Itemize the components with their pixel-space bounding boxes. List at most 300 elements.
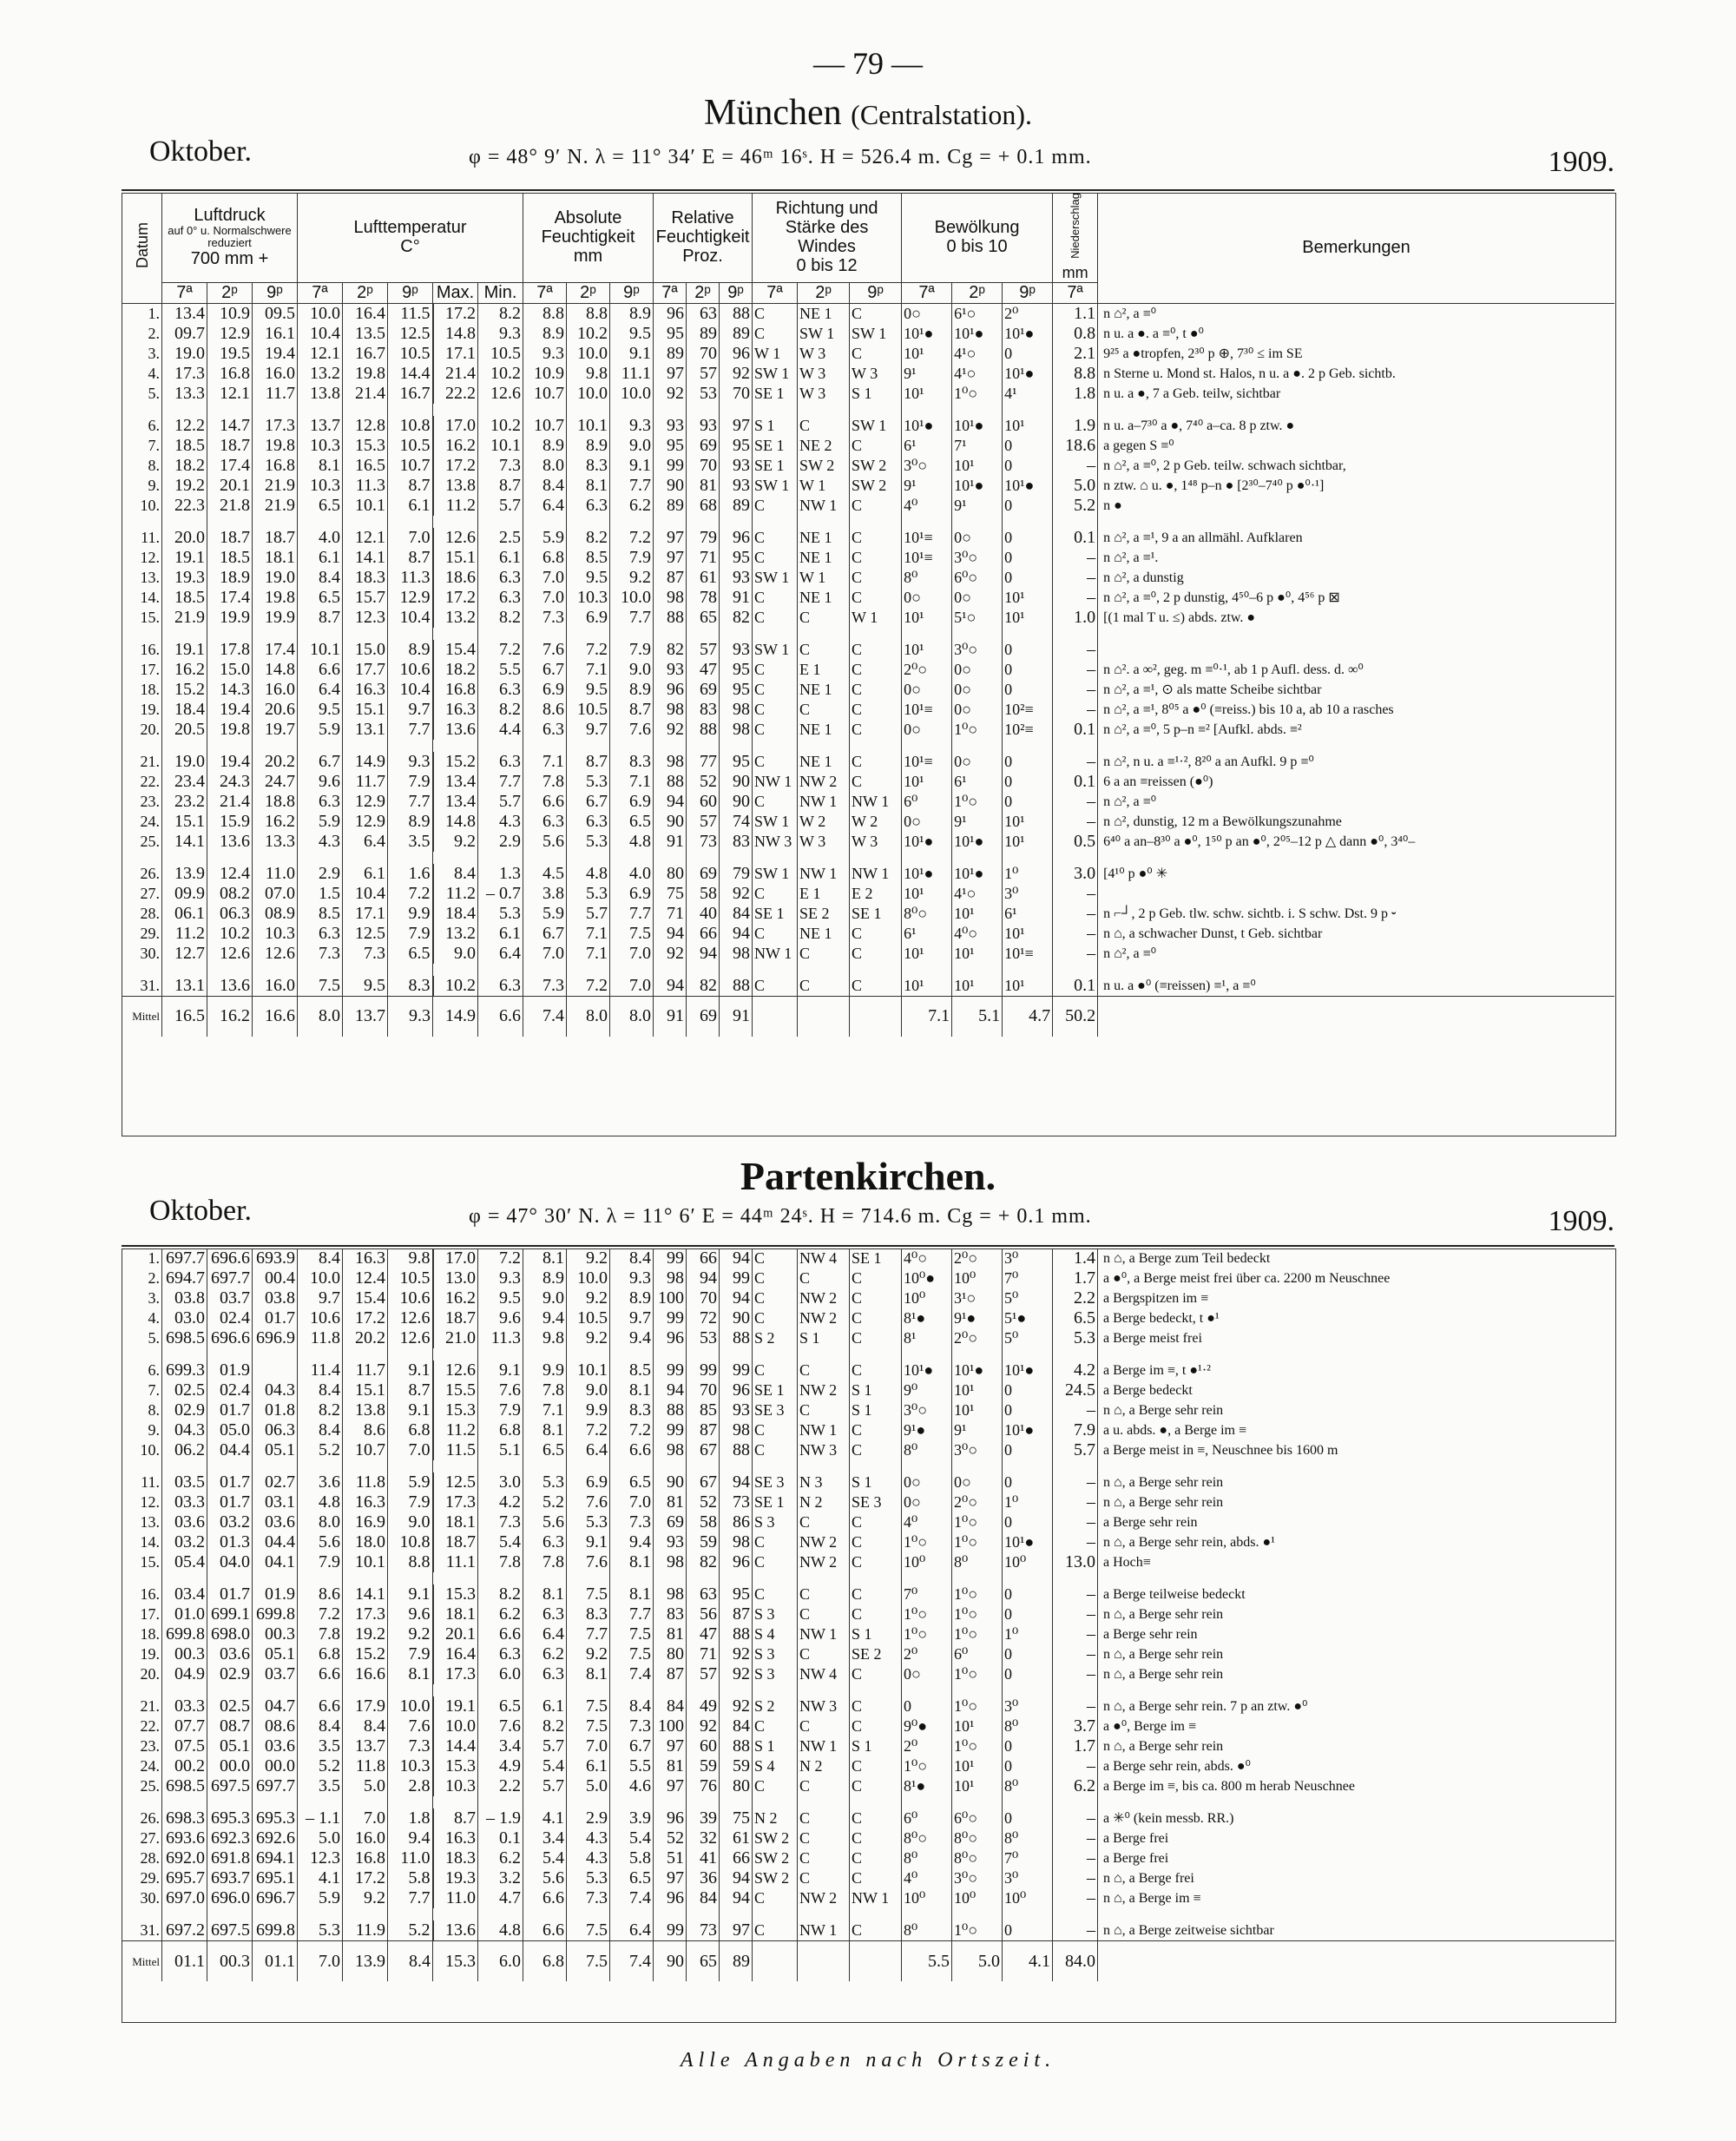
rel-humidity-cell: 66 bbox=[720, 1848, 753, 1868]
temperature-cell: 6.1 bbox=[388, 496, 433, 516]
pressure-cell: 04.3 bbox=[253, 1380, 298, 1400]
wind-cell: C bbox=[850, 1288, 902, 1308]
temperature-cell: 7.9 bbox=[478, 1400, 523, 1420]
wind-cell: NW 1 bbox=[798, 792, 850, 812]
rel-humidity-cell: 99 bbox=[720, 1360, 753, 1380]
temperature-cell: 9.6 bbox=[478, 1308, 523, 1328]
temperature-cell: 6.1 bbox=[343, 864, 388, 884]
temperature-cell: 7.9 bbox=[388, 924, 433, 944]
abs-humidity-cell: 7.2 bbox=[610, 1420, 654, 1440]
remarks-cell: a Berge bedeckt, t ●¹ bbox=[1098, 1308, 1615, 1328]
pressure-cell: 696.6 bbox=[207, 1248, 253, 1268]
wind-cell: W 3 bbox=[850, 832, 902, 852]
mean-cloud: 5.5 bbox=[902, 1941, 952, 1982]
wind-cell: SE 1 bbox=[753, 1380, 798, 1400]
pressure-cell: 01.7 bbox=[207, 1584, 253, 1604]
wind-cell: NW 2 bbox=[798, 1380, 850, 1400]
station-title-muenchen bbox=[0, 92, 1736, 134]
cloud-cell: 0 bbox=[1003, 752, 1053, 772]
cloud-cell: 0○ bbox=[952, 680, 1003, 700]
cloud-cell: 10¹ bbox=[952, 456, 1003, 476]
wind-cell: C bbox=[753, 1552, 798, 1572]
wind-cell: NW 2 bbox=[798, 1888, 850, 1908]
divider bbox=[122, 1245, 1614, 1247]
pressure-cell: 699.8 bbox=[162, 1624, 207, 1644]
abs-humidity-cell: 8.4 bbox=[610, 1696, 654, 1716]
pressure-cell: 699.8 bbox=[253, 1604, 298, 1624]
wind-cell: C bbox=[850, 528, 902, 548]
cloud-cell: 4¹○ bbox=[952, 364, 1003, 384]
pressure-cell: 22.3 bbox=[162, 496, 207, 516]
temperature-cell: 10.3 bbox=[298, 436, 343, 456]
pressure-cell: 12.4 bbox=[207, 864, 253, 884]
remarks-cell: n ⌂², a ≡¹, 9 a an allmähl. Aufklaren bbox=[1098, 528, 1614, 548]
abs-humidity-cell: 6.6 bbox=[523, 792, 567, 812]
temperature-cell: 9.4 bbox=[388, 1828, 433, 1848]
cloud-cell: 6⁰ bbox=[902, 1808, 952, 1828]
abs-humidity-cell: 7.7 bbox=[610, 904, 654, 924]
abs-humidity-cell: 8.9 bbox=[610, 680, 654, 700]
temperature-cell: 18.4 bbox=[433, 904, 478, 924]
wind-cell: S 1 bbox=[850, 1624, 902, 1644]
pressure-cell: 692.6 bbox=[253, 1828, 298, 1848]
rel-humidity-cell: 69 bbox=[687, 436, 720, 456]
abs-humidity-cell: 7.0 bbox=[523, 568, 567, 588]
subheader-5-t2: 2ᵖ bbox=[952, 282, 1003, 303]
day-cell: 9. bbox=[122, 1420, 162, 1440]
cloud-cell: 10¹● bbox=[902, 864, 952, 884]
precip-cell: – bbox=[1053, 812, 1098, 832]
temperature-cell: 15.5 bbox=[433, 1380, 478, 1400]
pressure-cell: 697.5 bbox=[207, 1776, 253, 1796]
temperature-cell: 13.6 bbox=[433, 720, 478, 740]
abs-humidity-cell: 8.9 bbox=[523, 1268, 567, 1288]
day-cell: 30. bbox=[122, 1888, 162, 1908]
temperature-cell: 7.0 bbox=[343, 1808, 388, 1828]
cloud-cell: 0 bbox=[1003, 496, 1053, 516]
wind-cell: C bbox=[753, 608, 798, 628]
pressure-cell: 13.6 bbox=[207, 976, 253, 997]
wind-cell: C bbox=[753, 496, 798, 516]
pressure-cell: 11.2 bbox=[162, 924, 207, 944]
temperature-cell: 17.1 bbox=[343, 904, 388, 924]
abs-humidity-cell: 7.7 bbox=[610, 1604, 654, 1624]
temperature-cell: 6.1 bbox=[478, 548, 523, 568]
abs-humidity-cell: 5.3 bbox=[523, 1472, 567, 1492]
temperature-cell: 12.8 bbox=[343, 416, 388, 436]
wind-cell: NW 1 bbox=[850, 1888, 902, 1908]
subheader-1-t7: 7ª bbox=[298, 282, 343, 303]
abs-humidity-cell: 5.7 bbox=[523, 1736, 567, 1756]
abs-humidity-cell: 7.5 bbox=[567, 1696, 610, 1716]
rel-humidity-cell: 97 bbox=[654, 528, 687, 548]
pressure-cell: 04.4 bbox=[207, 1440, 253, 1460]
pressure-cell: 16.2 bbox=[162, 660, 207, 680]
abs-humidity-cell: 6.8 bbox=[523, 548, 567, 568]
rel-humidity-cell: 92 bbox=[720, 1664, 753, 1684]
cloud-cell: 8⁰ bbox=[902, 1920, 952, 1941]
wind-cell: C bbox=[753, 976, 798, 997]
abs-humidity-cell: 11.1 bbox=[610, 364, 654, 384]
day-cell: 26. bbox=[122, 1808, 162, 1828]
remarks-cell: n u. a–7³⁰ a ●, 7⁴⁰ a–ca. 8 p ztw. ● bbox=[1098, 416, 1614, 436]
mean-temperature: 6.0 bbox=[478, 1941, 523, 1982]
wind-cell: NE 1 bbox=[798, 752, 850, 772]
mean-label: Mittel bbox=[122, 1941, 162, 1982]
day-cell: 30. bbox=[122, 944, 162, 964]
rel-humidity-cell: 78 bbox=[687, 588, 720, 608]
rel-humidity-cell: 93 bbox=[687, 416, 720, 436]
day-cell: 12. bbox=[122, 1492, 162, 1512]
cloud-cell: 0○ bbox=[902, 812, 952, 832]
temperature-cell: 13.7 bbox=[298, 416, 343, 436]
rel-humidity-cell: 93 bbox=[720, 1400, 753, 1420]
remarks-cell: 9²⁵ a ●tropfen, 2³⁰ p ⊕, 7³⁰ ≤ im SE bbox=[1098, 344, 1614, 364]
abs-humidity-cell: 7.0 bbox=[610, 944, 654, 964]
rel-humidity-cell: 82 bbox=[654, 640, 687, 660]
wind-cell: C bbox=[850, 1828, 902, 1848]
wind-cell: C bbox=[850, 1776, 902, 1796]
wind-cell: C bbox=[850, 720, 902, 740]
temperature-cell: 15.3 bbox=[343, 436, 388, 456]
temperature-cell: 6.4 bbox=[478, 944, 523, 964]
day-cell: 21. bbox=[122, 752, 162, 772]
pressure-cell: 02.5 bbox=[207, 1696, 253, 1716]
pressure-cell: 13.9 bbox=[162, 864, 207, 884]
rel-humidity-cell: 70 bbox=[687, 344, 720, 364]
rel-humidity-cell: 89 bbox=[687, 324, 720, 344]
precip-cell: – bbox=[1053, 680, 1098, 700]
remarks-cell: a Berge sehr rein, abds. ●⁰ bbox=[1098, 1756, 1615, 1776]
rel-humidity-cell: 52 bbox=[654, 1828, 687, 1848]
cloud-cell: 9¹● bbox=[952, 1308, 1003, 1328]
wind-cell: S 2 bbox=[753, 1696, 798, 1716]
temperature-cell: 9.2 bbox=[343, 1888, 388, 1908]
coordinates: φ = 48° 9′ N. λ = 11° 34′ E = 46ᵐ 16ˢ. H = 526.4 m. Cg = + 0.1 mm. bbox=[469, 146, 1092, 168]
cloud-cell: 0○ bbox=[902, 1664, 952, 1684]
cloud-cell: 10¹≡ bbox=[1003, 944, 1053, 964]
wind-cell: W 2 bbox=[798, 812, 850, 832]
pressure-cell: 695.7 bbox=[162, 1868, 207, 1888]
pressure-cell: 13.1 bbox=[162, 976, 207, 997]
pressure-cell: 19.5 bbox=[207, 344, 253, 364]
pressure-cell: 05.1 bbox=[253, 1644, 298, 1664]
abs-humidity-cell: 7.0 bbox=[523, 588, 567, 608]
wind-cell: C bbox=[850, 924, 902, 944]
pressure-cell: 04.0 bbox=[207, 1552, 253, 1572]
remarks-cell: n u. a ●. a ≡⁰, t ●⁰ bbox=[1098, 324, 1614, 344]
temperature-cell: – 0.7 bbox=[478, 884, 523, 904]
temperature-cell: 3.5 bbox=[388, 832, 433, 852]
abs-humidity-cell: 9.0 bbox=[567, 1380, 610, 1400]
rel-humidity-cell: 95 bbox=[720, 1584, 753, 1604]
temperature-cell: 13.2 bbox=[433, 924, 478, 944]
temperature-cell: 13.4 bbox=[433, 772, 478, 792]
remarks-cell: a Berge im ≡, bis ca. 800 m herab Neuschnee bbox=[1098, 1776, 1615, 1796]
rel-humidity-cell: 70 bbox=[687, 456, 720, 476]
abs-humidity-cell: 8.9 bbox=[610, 1288, 654, 1308]
abs-humidity-cell: 5.6 bbox=[523, 1512, 567, 1532]
pressure-cell: 19.0 bbox=[253, 568, 298, 588]
cloud-cell: 4¹ bbox=[1003, 384, 1053, 404]
cloud-cell: 0 bbox=[1003, 1604, 1053, 1624]
pressure-cell: 24.7 bbox=[253, 772, 298, 792]
temperature-cell: 18.2 bbox=[433, 660, 478, 680]
cloud-cell: 0 bbox=[1003, 1512, 1053, 1532]
rel-humidity-cell: 73 bbox=[720, 1492, 753, 1512]
wind-cell: W 1 bbox=[798, 568, 850, 588]
wind-cell: C bbox=[798, 1400, 850, 1420]
temperature-cell: 8.2 bbox=[478, 608, 523, 628]
footer-note: Alle Angaben nach Ortszeit. bbox=[680, 2049, 1056, 2072]
temperature-cell: 9.2 bbox=[388, 1624, 433, 1644]
temperature-cell: 17.3 bbox=[433, 1492, 478, 1512]
temperature-cell: 6.6 bbox=[478, 1624, 523, 1644]
temperature-cell: 14.9 bbox=[343, 752, 388, 772]
abs-humidity-cell: 9.2 bbox=[567, 1644, 610, 1664]
mean-abs-humidity: 7.4 bbox=[610, 1941, 654, 1982]
abs-humidity-cell: 9.8 bbox=[523, 1328, 567, 1348]
rel-humidity-cell: 96 bbox=[654, 1888, 687, 1908]
cloud-cell: 0○ bbox=[952, 528, 1003, 548]
day-cell: 28. bbox=[122, 1848, 162, 1868]
cloud-cell: 9¹ bbox=[952, 1420, 1003, 1440]
cloud-cell: 1⁰○ bbox=[952, 792, 1003, 812]
day-cell: 19. bbox=[122, 1644, 162, 1664]
cloud-cell: 3⁰○ bbox=[952, 1440, 1003, 1460]
abs-humidity-cell: 6.3 bbox=[523, 720, 567, 740]
temperature-cell: 7.0 bbox=[388, 528, 433, 548]
temperature-cell: 13.8 bbox=[298, 384, 343, 404]
rel-humidity-cell: 98 bbox=[720, 700, 753, 720]
wind-cell: C bbox=[850, 303, 902, 324]
temperature-cell: 6.4 bbox=[298, 680, 343, 700]
day-cell: 11. bbox=[122, 528, 162, 548]
temperature-cell: 15.4 bbox=[343, 1288, 388, 1308]
pressure-cell: 693.6 bbox=[162, 1828, 207, 1848]
subheader-1-t2: 2ᵖ bbox=[343, 282, 388, 303]
day-cell: 18. bbox=[122, 680, 162, 700]
temperature-cell: 13.2 bbox=[433, 608, 478, 628]
table-frame bbox=[122, 1248, 1616, 2023]
temperature-cell: 14.8 bbox=[433, 812, 478, 832]
temperature-cell: 13.0 bbox=[433, 1268, 478, 1288]
wind-cell: N 3 bbox=[798, 1472, 850, 1492]
rel-humidity-cell: 99 bbox=[687, 1360, 720, 1380]
temperature-cell: 6.3 bbox=[478, 588, 523, 608]
pressure-cell: 08.2 bbox=[207, 884, 253, 904]
wind-cell: S 1 bbox=[850, 1380, 902, 1400]
temperature-cell: 7.2 bbox=[388, 884, 433, 904]
day-cell: 29. bbox=[122, 1868, 162, 1888]
mean-cloud: 4.7 bbox=[1003, 996, 1053, 1037]
precip-cell: – bbox=[1053, 1400, 1098, 1420]
rel-humidity-cell: 69 bbox=[687, 680, 720, 700]
day-cell: 27. bbox=[122, 884, 162, 904]
precip-cell: 0.1 bbox=[1053, 976, 1098, 997]
precip-cell: – bbox=[1053, 700, 1098, 720]
precip-cell: – bbox=[1053, 1920, 1098, 1941]
temperature-cell: 6.3 bbox=[298, 792, 343, 812]
rel-humidity-cell: 93 bbox=[720, 568, 753, 588]
pressure-cell: 04.1 bbox=[253, 1552, 298, 1572]
cloud-cell: 9⁰ bbox=[902, 1380, 952, 1400]
wind-cell: SE 1 bbox=[753, 1492, 798, 1512]
mean-cloud: 7.1 bbox=[902, 996, 952, 1037]
abs-humidity-cell: 8.9 bbox=[567, 436, 610, 456]
abs-humidity-cell: 10.5 bbox=[567, 1308, 610, 1328]
temperature-cell: 15.3 bbox=[433, 1756, 478, 1776]
rel-humidity-cell: 93 bbox=[654, 416, 687, 436]
temperature-cell: 7.2 bbox=[298, 1604, 343, 1624]
cloud-cell: 10¹● bbox=[1003, 1360, 1053, 1380]
wind-cell: C bbox=[753, 1420, 798, 1440]
abs-humidity-cell: 10.0 bbox=[610, 588, 654, 608]
cloud-cell: 10⁰ bbox=[952, 1888, 1003, 1908]
wind-cell: C bbox=[798, 700, 850, 720]
precip-cell: 0.1 bbox=[1053, 720, 1098, 740]
temperature-cell: 17.0 bbox=[433, 1248, 478, 1268]
rel-humidity-cell: 99 bbox=[720, 1268, 753, 1288]
pressure-cell: 697.2 bbox=[162, 1920, 207, 1941]
wind-cell: NE 1 bbox=[798, 924, 850, 944]
abs-humidity-cell: 4.8 bbox=[610, 832, 654, 852]
day-cell: 23. bbox=[122, 1736, 162, 1756]
cloud-cell: 4⁰ bbox=[902, 1512, 952, 1532]
wind-cell: C bbox=[798, 944, 850, 964]
cloud-cell: 0 bbox=[1003, 660, 1053, 680]
abs-humidity-cell: 6.1 bbox=[523, 1696, 567, 1716]
precip-cell: 6.2 bbox=[1053, 1776, 1098, 1796]
rel-humidity-cell: 81 bbox=[654, 1624, 687, 1644]
temperature-cell: 15.1 bbox=[433, 548, 478, 568]
remarks-cell: n ⌂, a Berge sehr rein bbox=[1098, 1472, 1615, 1492]
pressure-cell: 08.9 bbox=[253, 904, 298, 924]
cloud-cell: 8⁰○ bbox=[902, 904, 952, 924]
temperature-cell: 5.9 bbox=[298, 720, 343, 740]
cloud-cell: 10¹ bbox=[952, 904, 1003, 924]
precip-cell: 8.8 bbox=[1053, 364, 1098, 384]
temperature-cell: 2.9 bbox=[298, 864, 343, 884]
rel-humidity-cell: 65 bbox=[687, 608, 720, 628]
remarks-cell: a gegen S ≡⁰ bbox=[1098, 436, 1614, 456]
temperature-cell: 13.1 bbox=[343, 720, 388, 740]
subheader-2-t9: 9ᵖ bbox=[610, 282, 654, 303]
rel-humidity-cell: 71 bbox=[654, 904, 687, 924]
remarks-cell: a Berge sehr rein bbox=[1098, 1624, 1615, 1644]
temperature-cell: 16.5 bbox=[343, 456, 388, 476]
temperature-cell: 9.8 bbox=[388, 1248, 433, 1268]
pressure-cell: 01.7 bbox=[253, 1308, 298, 1328]
cloud-cell: 3⁰ bbox=[1003, 1248, 1053, 1268]
precip-cell: 4.2 bbox=[1053, 1360, 1098, 1380]
wind-cell: C bbox=[798, 416, 850, 436]
precip-cell: – bbox=[1053, 944, 1098, 964]
cloud-cell: 3¹○ bbox=[952, 1288, 1003, 1308]
abs-humidity-cell: 9.1 bbox=[567, 1532, 610, 1552]
remarks-cell: n ⌂², a ≡⁰, 5 p–n ≡² [Aufkl. abds. ≡² bbox=[1098, 720, 1614, 740]
temperature-cell: 11.8 bbox=[298, 1328, 343, 1348]
cloud-cell: 5¹● bbox=[1003, 1308, 1053, 1328]
temperature-cell: 5.1 bbox=[478, 1440, 523, 1460]
rel-humidity-cell: 71 bbox=[687, 1644, 720, 1664]
temperature-cell: 10.5 bbox=[388, 344, 433, 364]
remarks-cell: n ⌂², a dunstig bbox=[1098, 568, 1614, 588]
temperature-cell: 11.0 bbox=[388, 1848, 433, 1868]
station-title-partenkirchen: Partenkirchen. bbox=[740, 1154, 996, 1198]
temperature-cell: 14.4 bbox=[388, 364, 433, 384]
temperature-cell: 4.0 bbox=[298, 528, 343, 548]
cloud-cell: 8⁰ bbox=[1003, 1776, 1053, 1796]
rel-humidity-cell: 90 bbox=[720, 772, 753, 792]
cloud-cell: 5⁰ bbox=[1003, 1328, 1053, 1348]
temperature-cell: 15.1 bbox=[343, 1380, 388, 1400]
temperature-cell: 6.1 bbox=[298, 548, 343, 568]
temperature-cell: 21.4 bbox=[433, 364, 478, 384]
abs-humidity-cell: 6.7 bbox=[523, 660, 567, 680]
pressure-cell: 05.1 bbox=[207, 1736, 253, 1756]
niederschlag-label: Niederschlag bbox=[1068, 193, 1082, 259]
pressure-cell: 697.7 bbox=[207, 1268, 253, 1288]
remarks-cell: n ⌂, a Berge sehr rein, abds. ●¹ bbox=[1098, 1532, 1615, 1552]
abs-humidity-cell: 7.2 bbox=[567, 640, 610, 660]
rel-humidity-cell: 98 bbox=[720, 720, 753, 740]
remarks-cell: n ⌂, a Berge sehr rein bbox=[1098, 1604, 1615, 1624]
pressure-cell: 21.9 bbox=[162, 608, 207, 628]
pressure-cell: 19.3 bbox=[162, 568, 207, 588]
temperature-cell: 8.9 bbox=[388, 640, 433, 660]
subheader-2-t7: 7ª bbox=[523, 282, 567, 303]
cloud-cell: 2⁰○ bbox=[952, 1492, 1003, 1512]
temperature-cell: 5.2 bbox=[388, 1920, 433, 1941]
pressure-cell: 09.7 bbox=[162, 324, 207, 344]
precip-cell: 2.1 bbox=[1053, 344, 1098, 364]
pressure-cell: 12.6 bbox=[253, 944, 298, 964]
remarks-cell: a Hoch≡ bbox=[1098, 1552, 1615, 1572]
cloud-cell: 6⁰ bbox=[952, 1644, 1003, 1664]
cloud-cell: 10¹ bbox=[1003, 924, 1053, 944]
cloud-cell: 0○ bbox=[952, 752, 1003, 772]
abs-humidity-cell: 8.1 bbox=[610, 1380, 654, 1400]
temperature-cell: 12.9 bbox=[343, 792, 388, 812]
rel-humidity-cell: 66 bbox=[687, 1248, 720, 1268]
rel-feucht-unit: Proz. bbox=[682, 247, 723, 267]
wind-cell: S 4 bbox=[753, 1756, 798, 1776]
cloud-cell: 0○ bbox=[952, 660, 1003, 680]
pressure-cell: 18.5 bbox=[162, 588, 207, 608]
pressure-cell: 15.1 bbox=[162, 812, 207, 832]
rel-humidity-cell: 95 bbox=[720, 436, 753, 456]
wind-cell: S 1 bbox=[850, 384, 902, 404]
temperature-cell: 19.1 bbox=[433, 1696, 478, 1716]
precip-cell: 3.0 bbox=[1053, 864, 1098, 884]
abs-humidity-cell: 5.6 bbox=[523, 832, 567, 852]
wind-cell: SW 1 bbox=[753, 640, 798, 660]
temperature-cell: 7.3 bbox=[298, 944, 343, 964]
temperature-cell: 16.3 bbox=[343, 1248, 388, 1268]
temperature-cell: 18.1 bbox=[433, 1604, 478, 1624]
wind-cell: W 2 bbox=[850, 812, 902, 832]
wind-cell: S 1 bbox=[850, 1400, 902, 1420]
temperature-cell: 7.8 bbox=[298, 1624, 343, 1644]
abs-humidity-cell: 5.2 bbox=[523, 1492, 567, 1512]
precip-cell: 0.1 bbox=[1053, 528, 1098, 548]
abs-humidity-cell: 8.1 bbox=[567, 476, 610, 496]
mean-temperature: 6.6 bbox=[478, 996, 523, 1037]
cloud-cell: 2⁰○ bbox=[952, 1248, 1003, 1268]
precip-cell: 1.9 bbox=[1053, 416, 1098, 436]
abs-humidity-cell: 6.7 bbox=[610, 1736, 654, 1756]
